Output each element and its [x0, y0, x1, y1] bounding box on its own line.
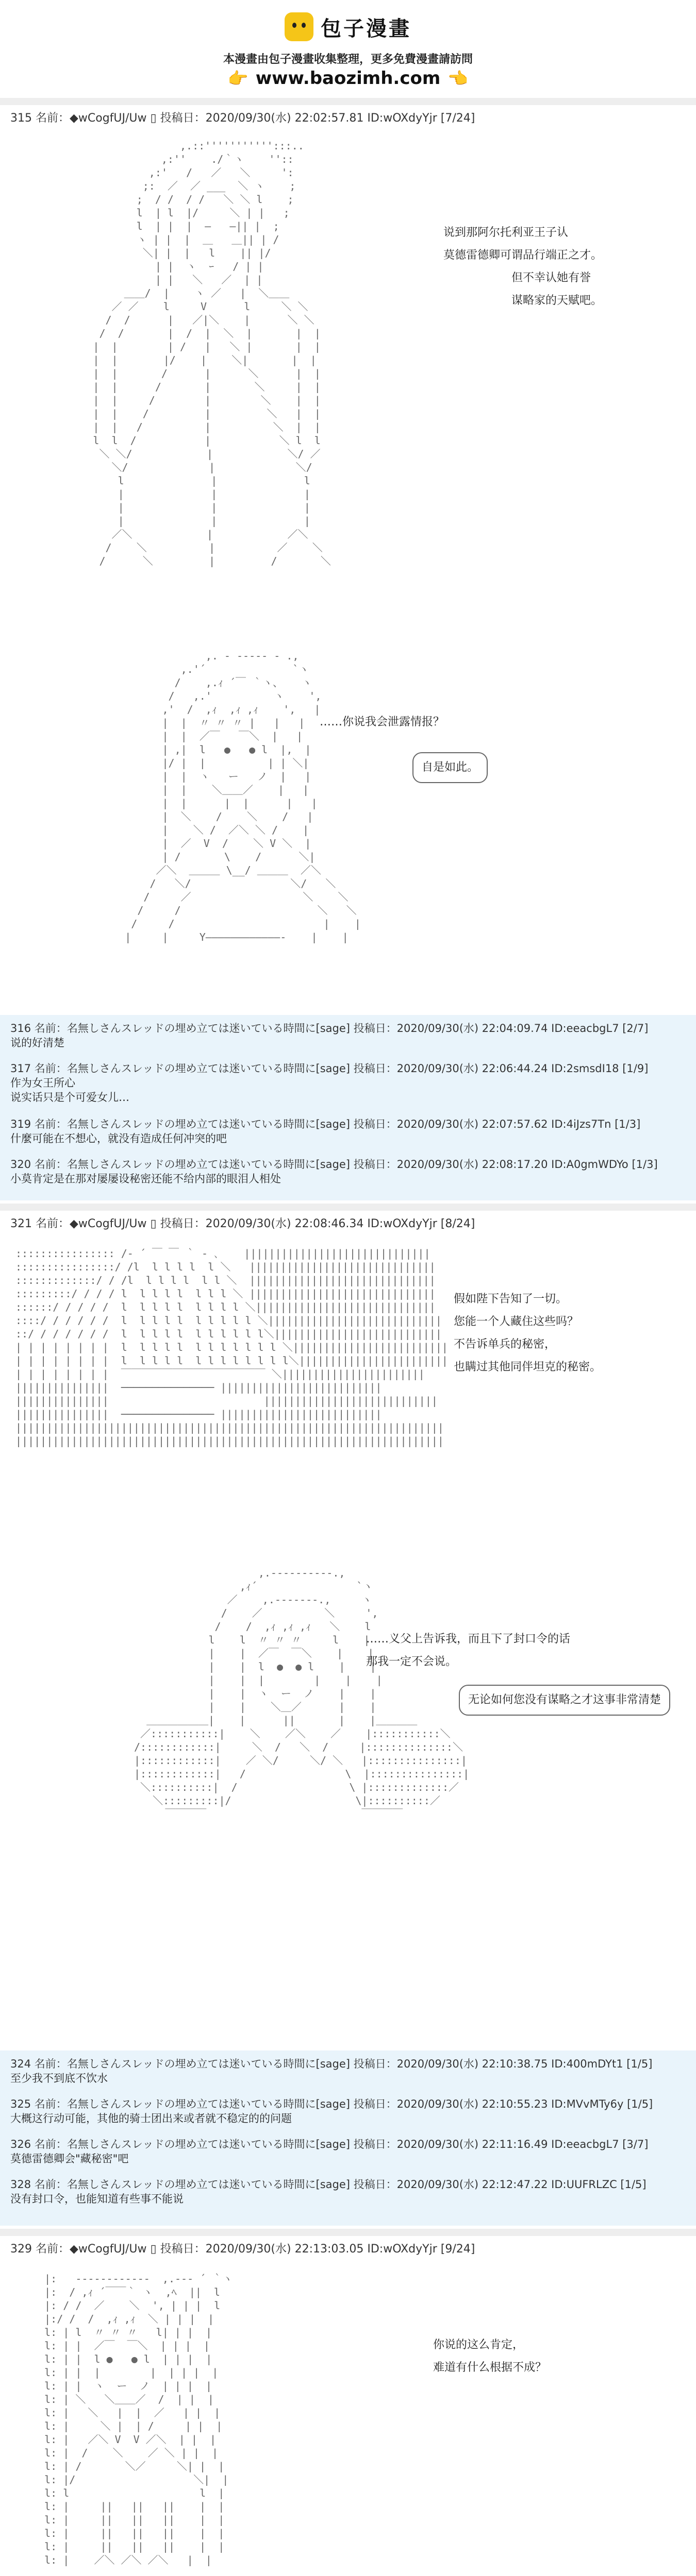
post-329-art — [10, 2262, 686, 2576]
reply-326 — [10, 2137, 648, 2166]
post-321-art — [10, 1236, 686, 2040]
reply-body: 大概这行动可能，其他的骑士团出来或者就不稳定的的问题 — [10, 2112, 292, 2125]
reply-325 — [10, 2097, 653, 2126]
reply-header: 317 名前：名無しさんスレッドの埋め立ては迷いている時間に[sage] 投稿日：2020/09/30(水) 22:06:44.24 ID:2smsdI18 [1/9] — [10, 1062, 649, 1075]
reply-317 — [10, 1061, 648, 1105]
speech-bubble-329-1: 你说的这么肯定， 难道有什么根据不成？ — [433, 2338, 547, 2374]
reply-324 — [10, 2057, 652, 2086]
logo-text: 包子漫畫 — [321, 16, 411, 41]
divider — [0, 98, 696, 105]
ascii-art-wall: :::::::::::::::: /‐ ´ ￣ ￣ ｀ ‐ ､ |||||||||||||||||||||||||||||| ::::::::::::::::/ /l l l l l l ＼ |||||||||||||||||||||||||||||| :::::::::::::/ / /l l l l l l l ＼ |||||||||||||||||||||||||||||| :::::::::/ / / / l l l l l l l l ＼ |||||||||||||||||||||||||||||| ::::::/ / / / / l l l l l l l l l ＼||||||||||||||||||||||||||||| ::::/ / / / / / l l l l l l l l l l ＼|||||||||||||||||||||||||||| ::/ / / / / / / l l l l l l l l l l l＼||||||||||||||||||||||||||| | | | | | | | | l l l l l l l l l l l l ＼||||||||||||||||||||||||| | | | | | | | | l l l l l l l l l l l l l＼|||||||||||||||||||||||| | | | | | | | | ￣￣￣￣￣￣￣￣￣￣￣￣￣￣ ＼||||||||||||||||||||||| ||||||||||||||| ─────────────── |||||||||||||||||||||||||| ||||||||||||||| |||||||||||||||||||||||||||| ||||||||||||||| ─────────────── |||||||||||||||||||||||||| ||||||||||||||||||||||||||||||||||||||||||||||||||||||||||||||||||||| ||||||||||||||||||||||||||||||||||||||||||||||||||||||||||||||||||||| — [15, 1247, 448, 1447]
ascii-art-figure-2: ,. - ‐‐‐‐‐ - ., ,.'´ `ヽ / ,.ｨ ´￣ ｀ヽ、 ヽ / ,.' ヽ ', ,' / ,ｨ ,ｨ ,ｨ ', | | | 〃 〃 〃 | | | | | ／￣ ￣＼ | | | ,| l ● ● l |, | |/ | | | | ＼| | | ヽ ー ノ | | | | ＼＿＿／ | | | | | | | | | ＼ / ＼ / | | ＼ / ／＼ ＼ / | | ／ V / ＼ V ＼ | | / \ / ＼| ／＼ ＿＿＿ \__/ ＿＿＿ ／＼ / ＼/ ＼/ ＼ / ／ ＼ ＼ / / ＼ ＼ / / | | | | Y――――――――――――‐ | | — [125, 650, 361, 943]
ascii-art-figure-4: |: -‐‐‐‐‐‐‐‐‐‐- ,.-‐‐ ´ ｀ヽ |: / ,ｨ ´￣￣｀ ヽ ,ﾍ || l |: / / ／ ＼ ', | | | l |:/ / / ,ｨ ,ｨ ＼ | | | | l: | l 〃 〃 〃 l| | | | l: | | ／￣ ￣＼ | | | | l: | | l ● ● l | | | | l: | | | | | | | | l: | | ヽ ー ノ | | | | l: | ＼ ＼＿＿／ / | | | l: | ＼ | | ／ | | | l: | ＼ | | / | | | l: | ／＼ V V ／＼ | | | l: | / ＼ ／ ＼ | | | l: | / ＼／ ＼| | | l: |/ ＼| | l: l l | l: | || || || | | l: | || || || | | l: | || || || | | l: | || || || | | l: | ／＼ ／＼ ／＼ | | — [44, 2273, 233, 2566]
reply-body: 作为女王所心 说实话只是个可爱女儿… — [10, 1077, 129, 1104]
reply-body: 至少我不到底不饮水 — [10, 2072, 108, 2084]
logo[interactable] — [0, 11, 696, 42]
site-link-row[interactable] — [0, 68, 696, 89]
reply-header: 328 名前：名無しさんスレッドの埋め立ては迷いている時間に[sage] 投稿日：2020/09/30(水) 22:12:47.22 ID:UUFRLZC [1/5] — [10, 2178, 647, 2191]
post-315-art — [10, 129, 686, 1005]
ascii-art-figure: ,.::''''''''''':::.. ,:'' ./｀ヽ '':: ,:' / ／ ＼ ': ;: ／ ／ ___ ＼ ヽ ; ; / / / / ＼ ＼ l ; l | l |/ ＼ | | ; l | | | ― ―|| | ; ヽ | | | ＿ ＿|| | / ＼| | | l || |/ | | ヽ ｰ / | | | | ＼ ／ | | ＿＿/ | ヽ ／ | ＼＿＿ ／ ／ l V l ＼ ＼ / / | ／|＼ | ＼ ＼ / / | / | ＼ | | | | | | / | ＼ | | | | | |/ | ＼| | | | | / | ＼ | | | | / | ＼ | | | | / | ＼ | | | | / | ＼ | | | | / | ＼ | | l l / | ＼ l l ＼ ＼/ | ＼/ ／ ＼/ | ＼/ l | l | | | | | | | | | ／＼ | ／＼ / ＼ | ／ ＼ / ＼ | / ＼ — [93, 140, 331, 567]
post-header-329: 329 名前：◆wCogfUJ/Uw ▯ 投稿日：2020/09/30(水) 22:13:03.05 ID:wOXdyYjr [9/24] — [10, 2243, 475, 2256]
reply-body: 没有封口令，也能知道有些事不能说 — [10, 2193, 184, 2205]
reply-320 — [10, 1157, 658, 1186]
speech-bubble-315-3: 自是如此。 — [412, 752, 488, 783]
reply-319 — [10, 1117, 640, 1146]
reply-header: 316 名前：名無しさんスレッドの埋め立ては迷いている時間に[sage] 投稿日：2020/09/30(水) 22:04:09.74 ID:eeacbgL7 [2/7] — [10, 1022, 649, 1035]
site-url[interactable]: www.baozimh.com — [255, 68, 441, 89]
speech-bubble-315-2: ……你说我会泄露情报？ — [320, 716, 445, 728]
speech-bubble-321-1: 假如陛下告知了一切。 您能一个人藏住这些吗？ 不告诉单兵的秘密， 也瞒过其他同伴坦克的秘密。 — [454, 1293, 602, 1374]
hand-pointing-right-icon: 👉 — [227, 69, 248, 88]
reply-328 — [10, 2177, 647, 2206]
ascii-art-figure-3: ,.-‐‐‐‐‐‐‐‐-., ,ｨ´ `ヽ ／ ,.-‐‐‐‐‐-., ヽ / ／ ＼ ', / / ,ｨ ,ｨ ,ｨ ＼ l l l 〃 〃 〃 l | | | ／￣ ￣＼ | | | | l ● ● l | | | | | | | | | | ヽ ー ノ | | | | ＼＿／ | | ＿＿＿＿＿＿| | || | |＿＿＿＿ ／:::::::::::| ＼ ／＼ ／ |:::::::::::＼ /::::::::::::| ＼ / ＼ / |::::::::::::::＼ |::::::::::::| ／ ＼/ ＼/ ＼ |:::::::::::::::| |::::::::::::| / \ |:::::::::::::::| ＼::::::::::| / \ |:::::::::::::／ ＼:::::::::|/ \|::::::::::／ ￣￣￣￣ ￣￣￣￣ — [134, 1567, 470, 1820]
reply-body: 什麼可能在不想心，就没有造成任何冲突的吧 — [10, 1132, 227, 1145]
divider — [0, 1204, 696, 1211]
reply-group-a — [0, 1015, 696, 1200]
reply-header: 325 名前：名無しさんスレッドの埋め立ては迷いている時間に[sage] 投稿日：2020/09/30(水) 22:10:55.23 ID:MVvMTy6y [1/5] — [10, 2098, 653, 2110]
reply-body: 小莫肯定是在那对屡屡设秘密还能不给内部的眼泪人相处 — [10, 1173, 281, 1185]
post-header-321: 321 名前：◆wCogfUJ/Uw ▯ 投稿日：2020/09/30(水) 22:08:46.34 ID:wOXdyYjr [8/24] — [10, 1217, 475, 1230]
site-notice: 本漫畫由包子漫畫收集整理，更多免費漫畫請訪問 — [223, 53, 473, 66]
reply-header: 319 名前：名無しさんスレッドの埋め立ては迷いている時間に[sage] 投稿日：2020/09/30(水) 22:07:57.62 ID:4iJzs7Tn [1/3] — [10, 1118, 641, 1130]
reply-header: 326 名前：名無しさんスレッドの埋め立ては迷いている時間に[sage] 投稿日：2020/09/30(水) 22:11:16.49 ID:eeacbgL7 [3/7] — [10, 2138, 649, 2150]
reply-body: 莫德雷德卿会"藏秘密"吧 — [10, 2153, 129, 2165]
speech-bubble-321-2: ……义父上告诉我，而且下了封口令的话 那我一定不会说。 — [366, 1633, 571, 1668]
reply-body: 说的好清楚 — [10, 1037, 64, 1049]
hand-pointing-left-icon: 👈 — [448, 69, 469, 88]
reply-header: 320 名前：名無しさんスレッドの埋め立ては迷いている時間に[sage] 投稿日：2020/09/30(水) 22:08:17.20 ID:A0gmWDYo [1/3] — [10, 1158, 658, 1171]
reply-header: 324 名前：名無しさんスレッドの埋め立ては迷いている時間に[sage] 投稿日：2020/09/30(水) 22:10:38.75 ID:400mDYt1 [1/5] — [10, 2058, 653, 2070]
reply-316 — [10, 1021, 648, 1050]
site-header — [0, 0, 696, 98]
reply-group-b — [0, 2050, 696, 2226]
logo-face-icon — [285, 12, 313, 41]
speech-bubble-321-3: 无论如何您没有谋略之才这事非常清楚 — [459, 1685, 670, 1716]
divider — [0, 2229, 696, 2236]
speech-bubble-315-1: 说到那阿尔托利亚王子认 莫德雷德卿可谓品行端正之才。 但不幸认她有誉 谋略家的天赋吧。 — [443, 226, 603, 307]
post-header-315: 315 名前：◆wCogfUJ/Uw ▯ 投稿日：2020/09/30(水) 22:02:57.81 ID:wOXdyYjr [7/24] — [10, 112, 475, 125]
